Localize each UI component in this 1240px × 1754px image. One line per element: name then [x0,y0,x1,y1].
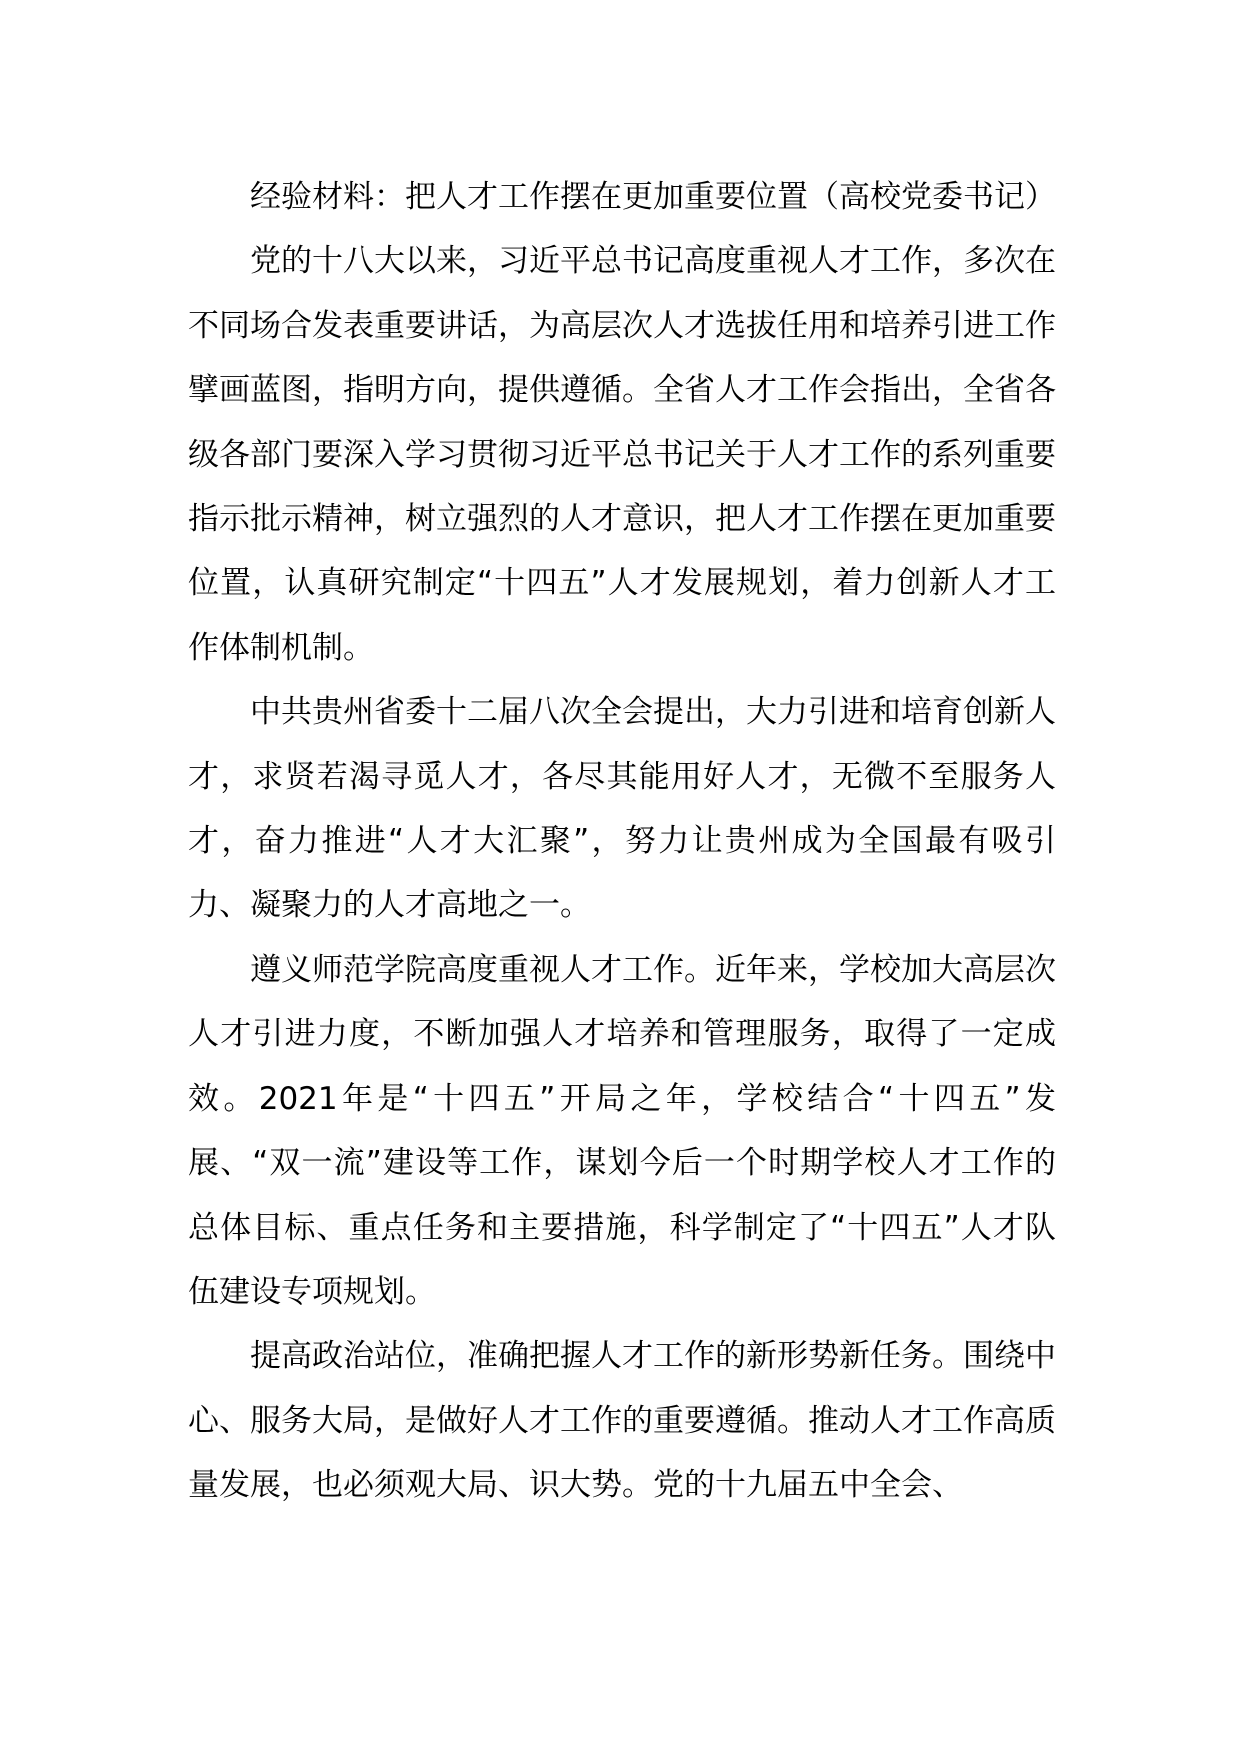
paragraph: 党的十八大以来，习近平总书记高度重视人才工作，多次在不同场合发表重要讲话，为高层次人才选拔任用和培养引进工作擘画蓝图，指明方向，提供遵循。全省人才工作会指出，全省各级各部门要深入学习贯彻习近平总书记关于人才工作的系列重要指示批示精神，树立强烈的人才意识，把人才工作摆在更加重要位置，认真研究制定“十四五”人才发展规划，着力创新人才工作体制机制。 [188,243,1056,666]
document-page [188,165,1056,1518]
document-title: 经验材料：把人才工作摆在更加重要位置（高校党委书记） [250,179,1056,215]
paragraph: 提高政治站位，准确把握人才工作的新形势新任务。围绕中心、服务大局，是做好人才工作的重要遵循。推动人才工作高质量发展，也必须观大局、识大势。党的十九届五中全会、 [188,1338,1056,1504]
paragraph: 中共贵州省委十二届八次全会提出，大力引进和培育创新人才，求贤若渴寻觅人才，各尽其能用好人才，无微不至服务人才，奋力推进“人才大汇聚”，努力让贵州成为全国最有吸引力、凝聚力的人才高地之一。 [188,694,1056,924]
paragraph: 遵义师范学院高度重视人才工作。近年来，学校加大高层次人才引进力度，不断加强人才培养和管理服务，取得了一定成效。2021年是“十四五”开局之年，学校结合“十四五”发展、“双一流”建设等工作，谋划今后一个时期学校人才工作的总体目标、重点任务和主要措施，科学制定了“十四五”人才队伍建设专项规划。 [188,951,1056,1310]
